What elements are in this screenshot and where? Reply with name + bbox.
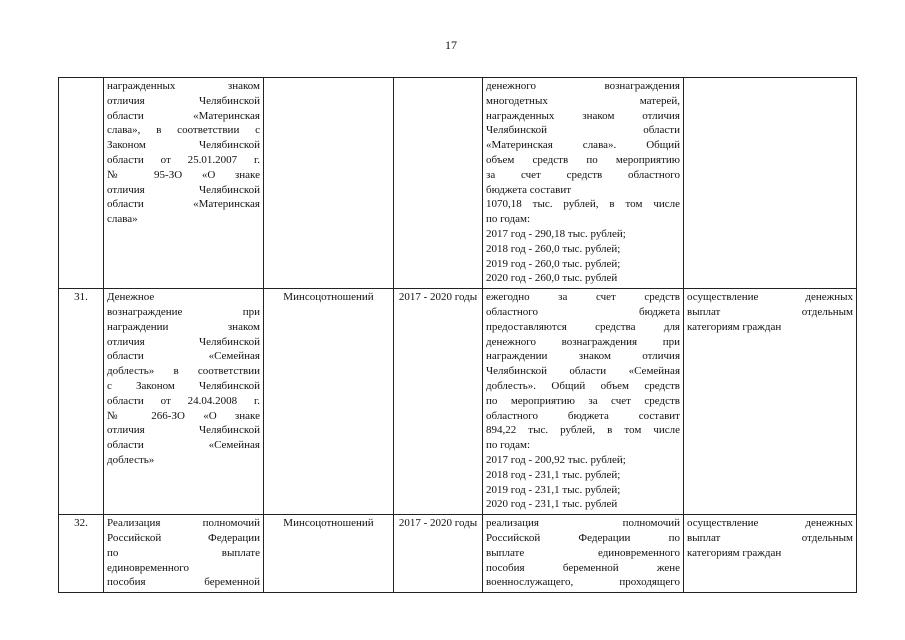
result-line: категориям граждан bbox=[687, 546, 782, 559]
desc-line: по годам: bbox=[486, 439, 531, 452]
name-line: доблесть» bbox=[107, 453, 155, 466]
desc-line: 2018 год - 260,0 тыс. рублей; bbox=[486, 242, 621, 255]
row-number-cell bbox=[59, 78, 104, 289]
name-line: Законом Челябинской bbox=[107, 139, 260, 152]
description-cell bbox=[483, 289, 684, 515]
measure-name-cell bbox=[104, 289, 264, 515]
measure-name-cell bbox=[104, 515, 264, 593]
name-line: Реализация полномочий bbox=[107, 517, 260, 530]
row-number-cell: 32. bbox=[59, 515, 104, 593]
name-line: отличия Челябинской bbox=[107, 94, 260, 107]
desc-line: по годам: bbox=[486, 213, 531, 226]
period-cell: 2017 - 2020 годы bbox=[394, 289, 483, 515]
desc-line: 2020 год - 231,1 тыс. рублей bbox=[486, 498, 618, 511]
result-line: категориям граждан bbox=[687, 320, 782, 333]
executor-cell: Минсоцотношений bbox=[264, 289, 394, 515]
result-line: осуществление денежных bbox=[687, 291, 853, 304]
name-line: области «Материнская bbox=[107, 198, 260, 211]
name-line: отличия Челябинской bbox=[107, 183, 260, 196]
name-line: области от 25.01.2007 г. bbox=[107, 153, 260, 166]
desc-line: военнослужащего, проходящего bbox=[486, 576, 680, 589]
desc-line: 2020 год - 260,0 тыс. рублей bbox=[486, 272, 618, 285]
description-cell bbox=[483, 515, 684, 593]
page-number: 17 bbox=[445, 38, 457, 52]
name-line: области от 24.04.2008 г. bbox=[107, 394, 260, 407]
result-cell bbox=[684, 78, 857, 289]
desc-line: 894,22 тыс. рублей, в том числе bbox=[486, 424, 680, 437]
name-line: награжденных знаком bbox=[107, 80, 260, 92]
desc-line: денежного вознаграждения при bbox=[486, 335, 680, 348]
desc-line: по мероприятию за счет средств bbox=[486, 394, 680, 407]
table-row bbox=[59, 289, 857, 515]
desc-line: доблесть». Общий объем средств bbox=[486, 379, 680, 392]
name-line: вознаграждение при bbox=[107, 305, 260, 318]
name-line: области «Материнская bbox=[107, 109, 260, 122]
name-line: слава», в соответствии с bbox=[107, 124, 260, 137]
desc-line: 2019 год - 231,1 тыс. рублей; bbox=[486, 483, 621, 496]
name-line: единовременного bbox=[107, 561, 190, 574]
desc-line: Челябинской области bbox=[486, 124, 680, 137]
desc-line: 2018 год - 231,1 тыс. рублей; bbox=[486, 468, 621, 481]
desc-line: предоставляются средства для bbox=[486, 320, 680, 333]
table-row bbox=[59, 78, 857, 289]
desc-line: 2017 год - 290,18 тыс. рублей; bbox=[486, 227, 626, 240]
name-line: награждении знаком bbox=[107, 320, 260, 333]
desc-line: Российской Федерации по bbox=[486, 531, 680, 544]
period-cell: 2017 - 2020 годы bbox=[394, 515, 483, 593]
desc-line: реализация полномочий bbox=[486, 517, 680, 530]
executor-cell bbox=[264, 78, 394, 289]
result-line: выплат отдельным bbox=[687, 531, 853, 544]
desc-line: денежного вознаграждения bbox=[486, 80, 680, 92]
executor-cell: Минсоцотношений bbox=[264, 515, 394, 593]
name-line: пособия беременной bbox=[107, 576, 260, 589]
desc-line: 1070,18 тыс. рублей, в том числе bbox=[486, 198, 680, 211]
name-line: области «Семейная bbox=[107, 350, 260, 363]
result-line: осуществление денежных bbox=[687, 517, 853, 530]
table-row bbox=[59, 515, 857, 593]
desc-line: бюджета составит bbox=[486, 183, 572, 196]
desc-line: объем средств по мероприятию bbox=[486, 153, 680, 166]
desc-line: Челябинской области «Семейная bbox=[486, 365, 680, 378]
desc-line: многодетных матерей, bbox=[486, 94, 680, 107]
name-line: отличия Челябинской bbox=[107, 424, 260, 437]
measure-name-cell bbox=[104, 78, 264, 289]
name-line: отличия Челябинской bbox=[107, 335, 260, 348]
name-line: по выплате bbox=[107, 546, 260, 559]
name-line: области «Семейная bbox=[107, 439, 260, 452]
result-cell bbox=[684, 289, 857, 515]
name-line: доблесть» в соответствии bbox=[107, 365, 260, 378]
description-cell bbox=[483, 78, 684, 289]
desc-line: награжденных знаком отличия bbox=[486, 109, 680, 122]
desc-line: «Материнская слава». Общий bbox=[486, 139, 680, 152]
desc-line: областного бюджета составит bbox=[486, 409, 680, 422]
desc-line: областного бюджета bbox=[486, 305, 680, 318]
desc-line: пособия беременной жене bbox=[486, 561, 680, 574]
name-line: Российской Федерации bbox=[107, 531, 260, 544]
name-line: Денежное bbox=[107, 291, 155, 304]
desc-line: выплате единовременного bbox=[486, 546, 680, 559]
period-cell bbox=[394, 78, 483, 289]
row-number-cell: 31. bbox=[59, 289, 104, 515]
desc-line: награждении знаком отличия bbox=[486, 350, 680, 363]
name-line: слава» bbox=[107, 213, 138, 226]
measures-table bbox=[58, 77, 857, 593]
name-line: с Законом Челябинской bbox=[107, 379, 260, 392]
result-cell bbox=[684, 515, 857, 593]
desc-line: 2019 год - 260,0 тыс. рублей; bbox=[486, 257, 621, 270]
desc-line: ежегодно за счет средств bbox=[486, 291, 680, 304]
name-line: № 266-ЗО «О знаке bbox=[107, 409, 260, 422]
name-line: № 95-ЗО «О знаке bbox=[107, 168, 260, 181]
desc-line: за счет средств областного bbox=[486, 168, 680, 181]
result-line: выплат отдельным bbox=[687, 305, 853, 318]
desc-line: 2017 год - 200,92 тыс. рублей; bbox=[486, 453, 626, 466]
